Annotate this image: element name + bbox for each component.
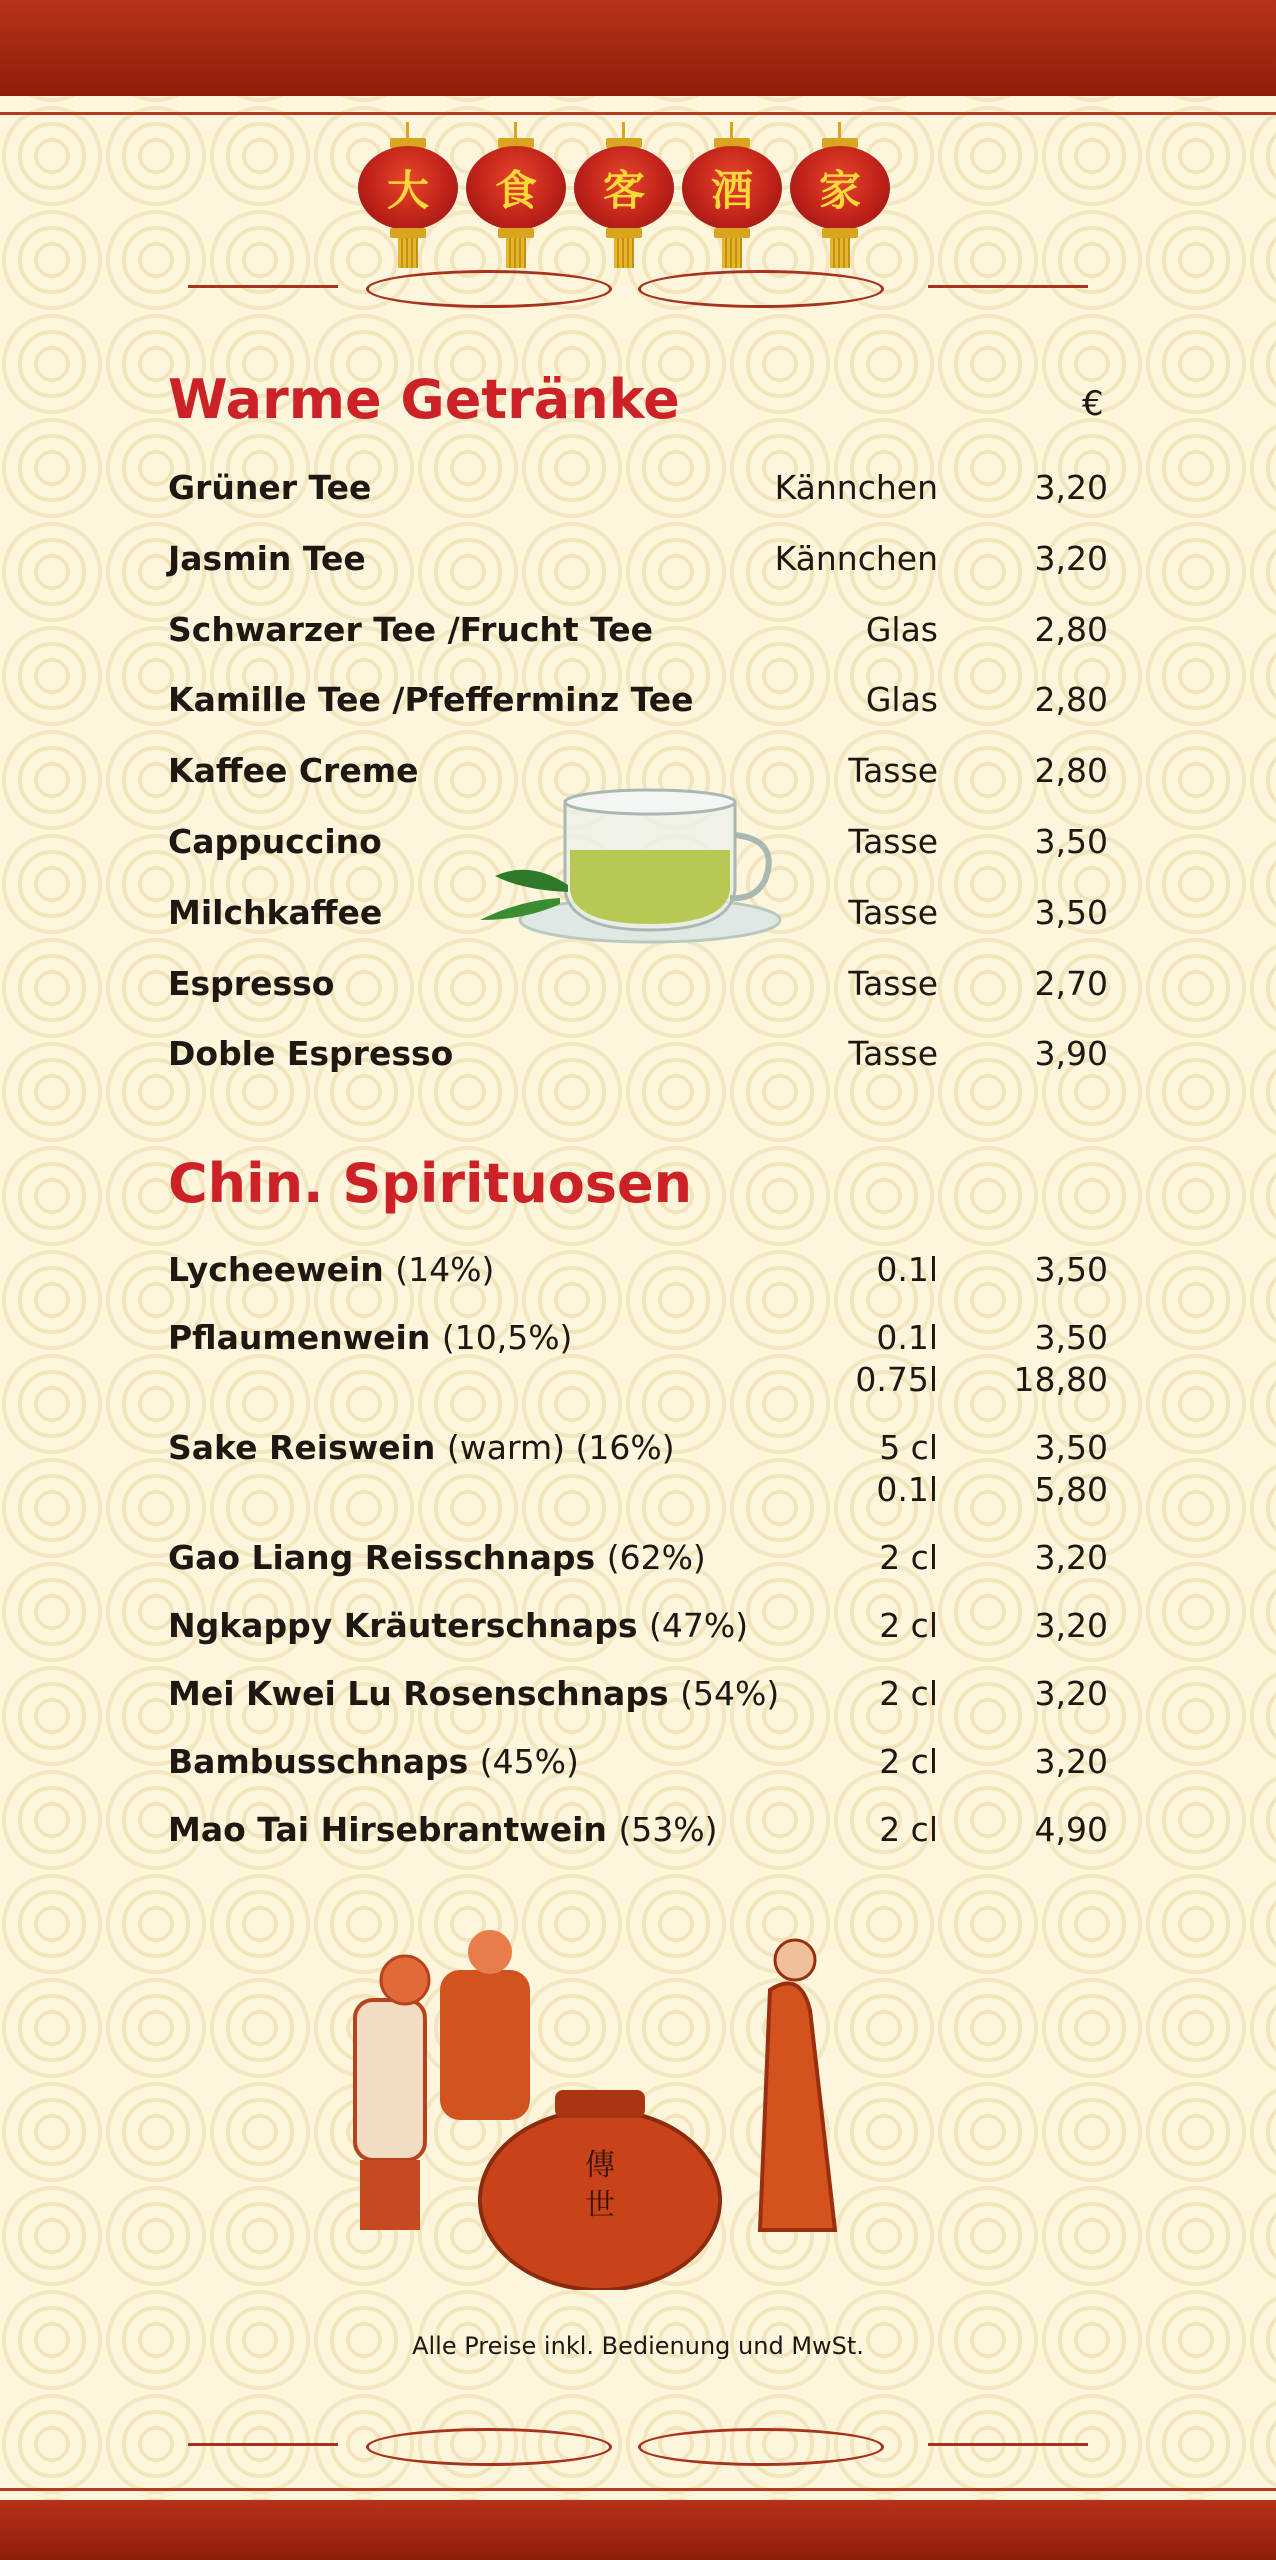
menu-item-row	[168, 1674, 1108, 1720]
item-name-text: Jasmin Tee	[168, 538, 366, 578]
menu-item-row	[168, 610, 1108, 656]
section-title-spirits: Chin. Spirituosen	[168, 1152, 693, 1215]
top-decor-band	[0, 0, 1276, 96]
item-name	[168, 1318, 572, 1357]
item-price: 3,90	[1034, 1034, 1108, 1074]
svg-text:傳: 傳	[585, 2148, 615, 2183]
lantern-char-1: 大	[358, 146, 458, 230]
item-name-text: Cappuccino	[168, 822, 382, 861]
lantern-5	[788, 122, 892, 272]
item-unit: 2 cl	[879, 1538, 938, 1577]
item-name	[168, 822, 382, 861]
item-price: 2,80	[1034, 680, 1108, 720]
item-name	[168, 610, 653, 649]
item-name-text: Grüner Tee	[168, 468, 372, 507]
top-rule	[0, 112, 1276, 115]
menu-item-row	[168, 1250, 1108, 1296]
item-price: 3,50	[1034, 1318, 1108, 1357]
item-price: 3,20	[1034, 1674, 1108, 1713]
item-price: 2,80	[1034, 609, 1108, 649]
wine-jar-illustration	[330, 1930, 910, 2290]
bottom-decor-band	[0, 2500, 1276, 2560]
item-unit: Glas	[865, 680, 938, 720]
menu-item-row	[168, 1606, 1108, 1652]
bottom-ornament	[188, 2424, 1088, 2464]
item-unit: Tasse	[848, 963, 938, 1003]
item-name	[168, 1674, 779, 1713]
item-price: 3,20	[1034, 1742, 1108, 1781]
menu-item-row	[168, 1428, 1108, 1509]
item-price: 3,20	[1034, 1606, 1108, 1645]
item-price: 3,50	[1034, 822, 1108, 861]
menu-item-row	[168, 1318, 1108, 1399]
item-note: (14%)	[395, 1250, 495, 1289]
item-name	[168, 893, 382, 932]
item-name	[168, 1034, 453, 1073]
item-price: 3,20	[1034, 468, 1108, 507]
item-unit-2: 0.75l	[855, 1360, 938, 1399]
item-price-2: 5,80	[1034, 1470, 1108, 1509]
item-unit: Tasse	[848, 822, 938, 861]
lantern-char-3: 客	[574, 146, 674, 230]
lantern-3	[572, 122, 676, 272]
item-unit: 2 cl	[879, 1810, 938, 1849]
item-note: (warm) (16%)	[446, 1428, 675, 1467]
item-unit: 2 cl	[879, 1674, 938, 1713]
lantern-1	[356, 122, 460, 272]
item-name	[168, 1538, 706, 1577]
item-name	[168, 680, 694, 719]
item-price: 3,20	[1034, 1538, 1108, 1577]
teacup-icon	[460, 780, 790, 990]
item-unit: Tasse	[848, 751, 938, 791]
svg-text:世: 世	[585, 2188, 615, 2223]
menu-item-row	[168, 1742, 1108, 1788]
item-name	[168, 1810, 718, 1849]
currency-symbol: €	[1082, 384, 1104, 424]
menu-item-row	[168, 1538, 1108, 1584]
item-name	[168, 1742, 579, 1781]
lantern-2	[464, 122, 568, 272]
item-price: 4,90	[1034, 1810, 1108, 1849]
menu-item-row	[168, 539, 1108, 585]
item-name-text: Milchkaffee	[168, 892, 383, 932]
item-name-text: Schwarzer Tee /Frucht Tee	[168, 609, 654, 649]
item-price: 3,50	[1034, 1428, 1108, 1467]
item-name	[168, 751, 418, 790]
lantern-4	[680, 122, 784, 272]
lantern-char-2: 食	[466, 146, 566, 230]
item-name	[168, 1250, 494, 1289]
item-name-text: Gao Liang Reisschnaps	[168, 1538, 596, 1577]
menu-item-row	[168, 468, 1108, 514]
item-price: 3,20	[1034, 538, 1108, 578]
item-unit: Kännchen	[774, 468, 938, 507]
item-unit: Tasse	[848, 892, 938, 932]
item-note: (62%)	[606, 1538, 706, 1577]
item-name-text: Kaffee Creme	[168, 751, 419, 791]
lantern-char-5: 家	[790, 146, 890, 230]
item-name-text: Espresso	[168, 963, 335, 1003]
bottom-rule	[0, 2488, 1276, 2491]
menu-item-row	[168, 1810, 1108, 1856]
item-unit: 0.1l	[876, 1250, 938, 1289]
item-name-text: Mei Kwei Lu Rosenschnaps	[168, 1674, 669, 1713]
item-price-2: 18,80	[1013, 1360, 1108, 1399]
item-note: (54%)	[680, 1674, 780, 1713]
item-unit: Glas	[865, 609, 938, 649]
item-note: (47%)	[648, 1606, 749, 1645]
item-name	[168, 468, 371, 507]
menu-item-row	[168, 680, 1108, 726]
menu-item-row	[168, 1034, 1108, 1080]
item-price: 2,80	[1034, 751, 1108, 791]
item-price: 3,50	[1034, 1250, 1108, 1289]
item-name-text: Doble Espresso	[168, 1034, 454, 1074]
item-name	[168, 539, 366, 578]
lantern-char-4: 酒	[682, 146, 782, 230]
item-note: (10,5%)	[441, 1318, 573, 1357]
item-unit: Tasse	[848, 1034, 938, 1074]
lantern-row	[356, 122, 916, 272]
item-unit: 5 cl	[879, 1428, 938, 1467]
price-footnote: Alle Preise inkl. Bedienung und MwSt.	[412, 2332, 864, 2360]
item-name	[168, 1428, 675, 1467]
item-note: (45%)	[479, 1742, 579, 1781]
item-unit-2: 0.1l	[876, 1470, 938, 1509]
item-name-text: Mao Tai Hirsebrantwein	[168, 1810, 607, 1849]
item-unit: 2 cl	[879, 1606, 938, 1645]
item-price: 3,50	[1034, 892, 1108, 932]
item-name	[168, 964, 334, 1003]
item-name-text: Lycheewein	[168, 1250, 384, 1289]
section-title-warm: Warme Getränke	[168, 368, 680, 431]
top-ornament	[188, 266, 1088, 306]
item-name-text: Bambusschnaps	[168, 1742, 469, 1781]
item-name-text: Sake Reiswein	[168, 1428, 436, 1467]
item-name-text: Ngkappy Kräuterschnaps	[168, 1606, 638, 1645]
item-price: 2,70	[1034, 963, 1108, 1003]
item-unit: 2 cl	[879, 1742, 938, 1781]
item-name-text: Kamille Tee /Pfefferminz Tee	[168, 680, 694, 720]
item-name-text: Pflaumenwein	[168, 1318, 431, 1357]
item-name	[168, 1606, 748, 1645]
item-note: (53%)	[618, 1810, 718, 1849]
item-unit: 0.1l	[876, 1318, 938, 1357]
item-unit: Kännchen	[774, 538, 938, 578]
